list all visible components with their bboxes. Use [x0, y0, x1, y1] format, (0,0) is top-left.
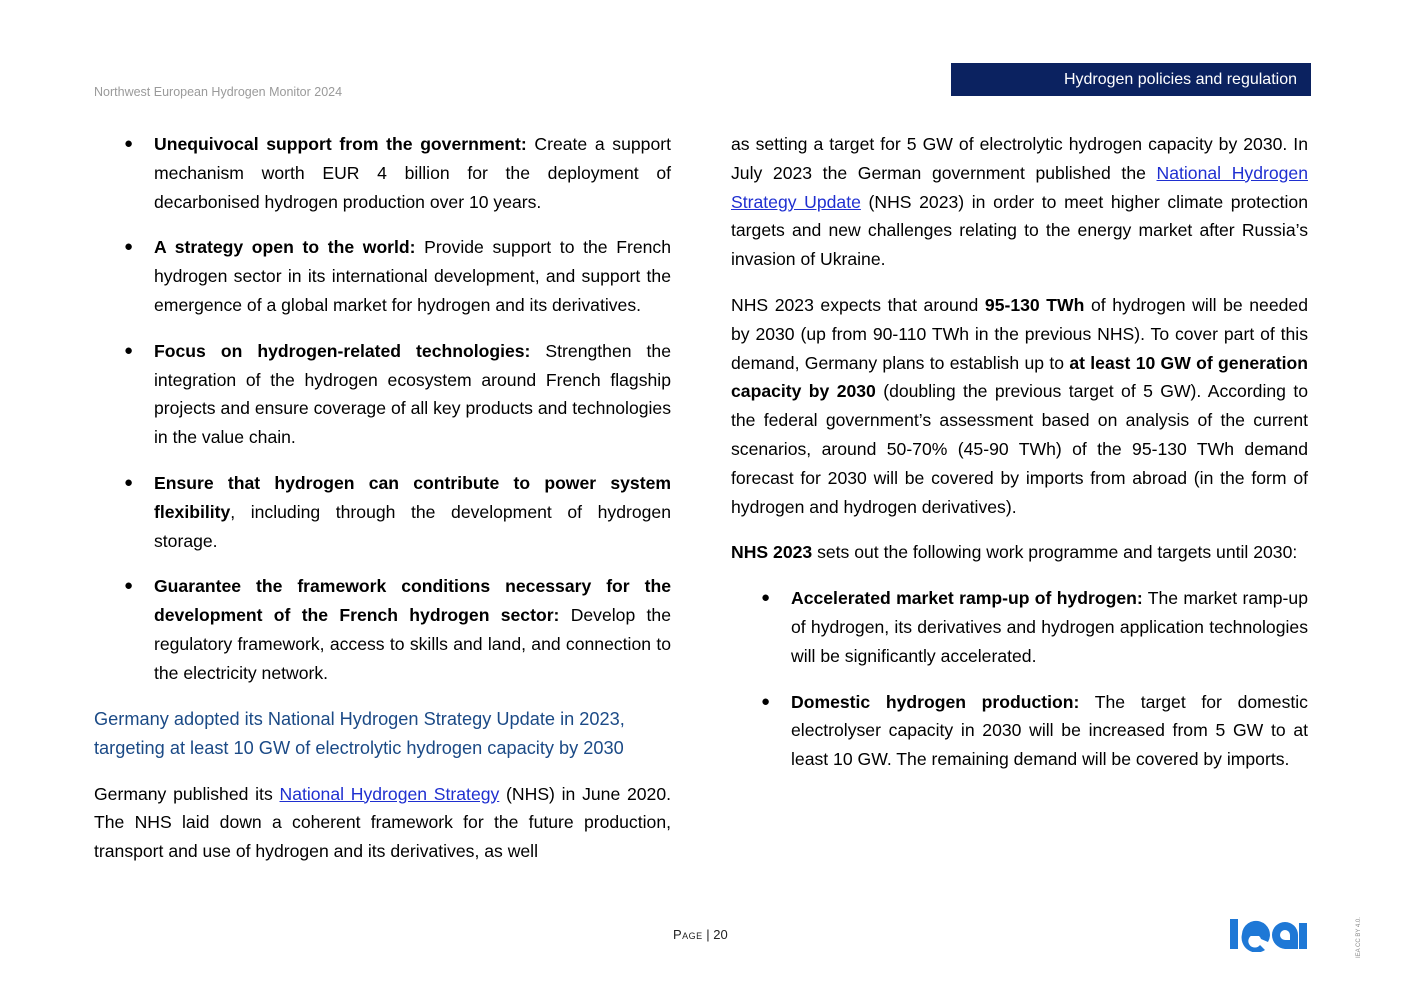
list-item	[731, 584, 1308, 670]
list-item	[94, 337, 671, 452]
list-item	[94, 233, 671, 319]
license-notice: IEA CC BY 4.0.	[1356, 917, 1362, 958]
paragraph-text: sets out the following work programme and targets until 2030:	[812, 542, 1298, 563]
bullet-icon: ●	[124, 341, 134, 359]
iea-logo-icon	[1229, 916, 1309, 952]
bullet-icon: ●	[124, 473, 134, 491]
paragraph-text: of hydrogen will be needed by 2030 (up from 90-110 TWh in the previous NHS). To cover part of this demand, Germany plans to establish up to	[731, 294, 1308, 373]
list-item-text: , including through the development of hydrogen storage.	[154, 501, 671, 551]
emphasis: NHS 2023	[731, 542, 813, 563]
paragraph-text: Germany published its	[94, 783, 280, 804]
list-item-text: Strengthen the integration of the hydrogen ecosystem around French flagship projects and ensure coverage of all key products and technologies in the value chain.	[154, 340, 671, 448]
left-column	[94, 130, 671, 883]
paragraph-text: (NHS 2023) in order to meet higher climate protection targets and new challenges relating to the energy market after Russia’s invasion of Ukraine.	[731, 191, 1308, 270]
page-separator: |	[702, 927, 714, 942]
list-item-text: Provide support to the French hydrogen sector in its international development, and support the emergence of a global market for hydrogen and its derivatives.	[154, 237, 671, 315]
bullet-icon: ●	[124, 577, 134, 595]
section-banner	[951, 63, 1311, 96]
nhs-link[interactable]: National Hydrogen Strategy	[279, 783, 500, 804]
nhs-programme-list	[731, 584, 1308, 774]
paragraph-text: as setting a target for 5 GW of electrolytic hydrogen capacity by 2030. In July 2023 the German government published the	[731, 134, 1308, 183]
list-item-heading: Guarantee the framework conditions necessary for the development of the French hydrogen sector:	[154, 576, 671, 626]
bullet-icon: ●	[124, 135, 134, 152]
paragraph-text: NHS 2023 expects that around	[731, 294, 985, 315]
paragraph	[731, 130, 1308, 274]
list-item-text: Create a support mechanism worth EUR 4 billion for the deployment of decarbonised hydrogen production over 10 years.	[154, 134, 671, 212]
page-number-value: 20	[713, 927, 728, 942]
list-item-heading: Accelerated market ramp-up of hydrogen:	[791, 588, 1143, 609]
bullet-icon: ●	[124, 238, 134, 256]
list-item	[94, 130, 671, 216]
list-item-text: Develop the regulatory framework, access to skills and land, and connection to the electricity network.	[154, 605, 671, 683]
list-item-heading: Ensure that hydrogen can contribute to power system flexibility	[154, 472, 671, 522]
page-number	[673, 927, 728, 942]
paragraph	[731, 291, 1308, 521]
list-item-heading: Focus on hydrogen-related technologies:	[154, 340, 531, 361]
paragraph	[731, 538, 1308, 567]
list-item-heading: Unequivocal support from the government:	[154, 134, 527, 154]
paragraph-text: (doubling the previous target of 5 GW). According to the federal government’s assessment based on analysis of the current scenarios, around 50-70% (45-90 TWh) of the 95-130 TWh demand forecast for 2030 will be covered by imports from abroad (in the form of hydrogen and hydrogen derivatives).	[731, 381, 1308, 517]
list-item-text: The market ramp-up of hydrogen, its derivatives and hydrogen application technologies will be significantly accelerated.	[791, 588, 1308, 666]
document-title: Northwest European Hydrogen Monitor 2024	[94, 85, 343, 99]
page-label: Page	[673, 927, 703, 942]
bullet-icon: ●	[761, 692, 771, 710]
emphasis: at least 10 GW of generation capacity by 2030	[731, 352, 1308, 402]
france-strategy-list	[94, 130, 671, 688]
paragraph-text: (NHS) in June 2020. The NHS laid down a coherent framework for the future production, transport and use of hydrogen and its derivatives, as well	[94, 783, 671, 862]
list-item-heading: Domestic hydrogen production:	[791, 691, 1080, 712]
emphasis: 95-130 TWh	[984, 294, 1085, 315]
list-item	[94, 469, 671, 555]
right-column	[731, 130, 1308, 791]
list-item	[731, 688, 1308, 774]
paragraph	[94, 780, 671, 866]
nhs-update-link[interactable]: National Hydrogen Strategy Update	[731, 162, 1308, 212]
section-subheading: Germany adopted its National Hydrogen Strategy Update in 2023, targeting at least 10 GW of electrolytic hydrogen capacity by 2030	[94, 708, 625, 759]
bullet-icon: ●	[761, 589, 771, 607]
list-item	[94, 572, 671, 687]
section-title: Hydrogen policies and regulation	[1063, 70, 1297, 88]
list-item-heading: A strategy open to the world:	[154, 237, 416, 258]
list-item-text: The target for domestic electrolyser capacity in 2030 will be increased from 5 GW to at least 10 GW. The remaining demand will be covered by imports.	[791, 691, 1308, 770]
